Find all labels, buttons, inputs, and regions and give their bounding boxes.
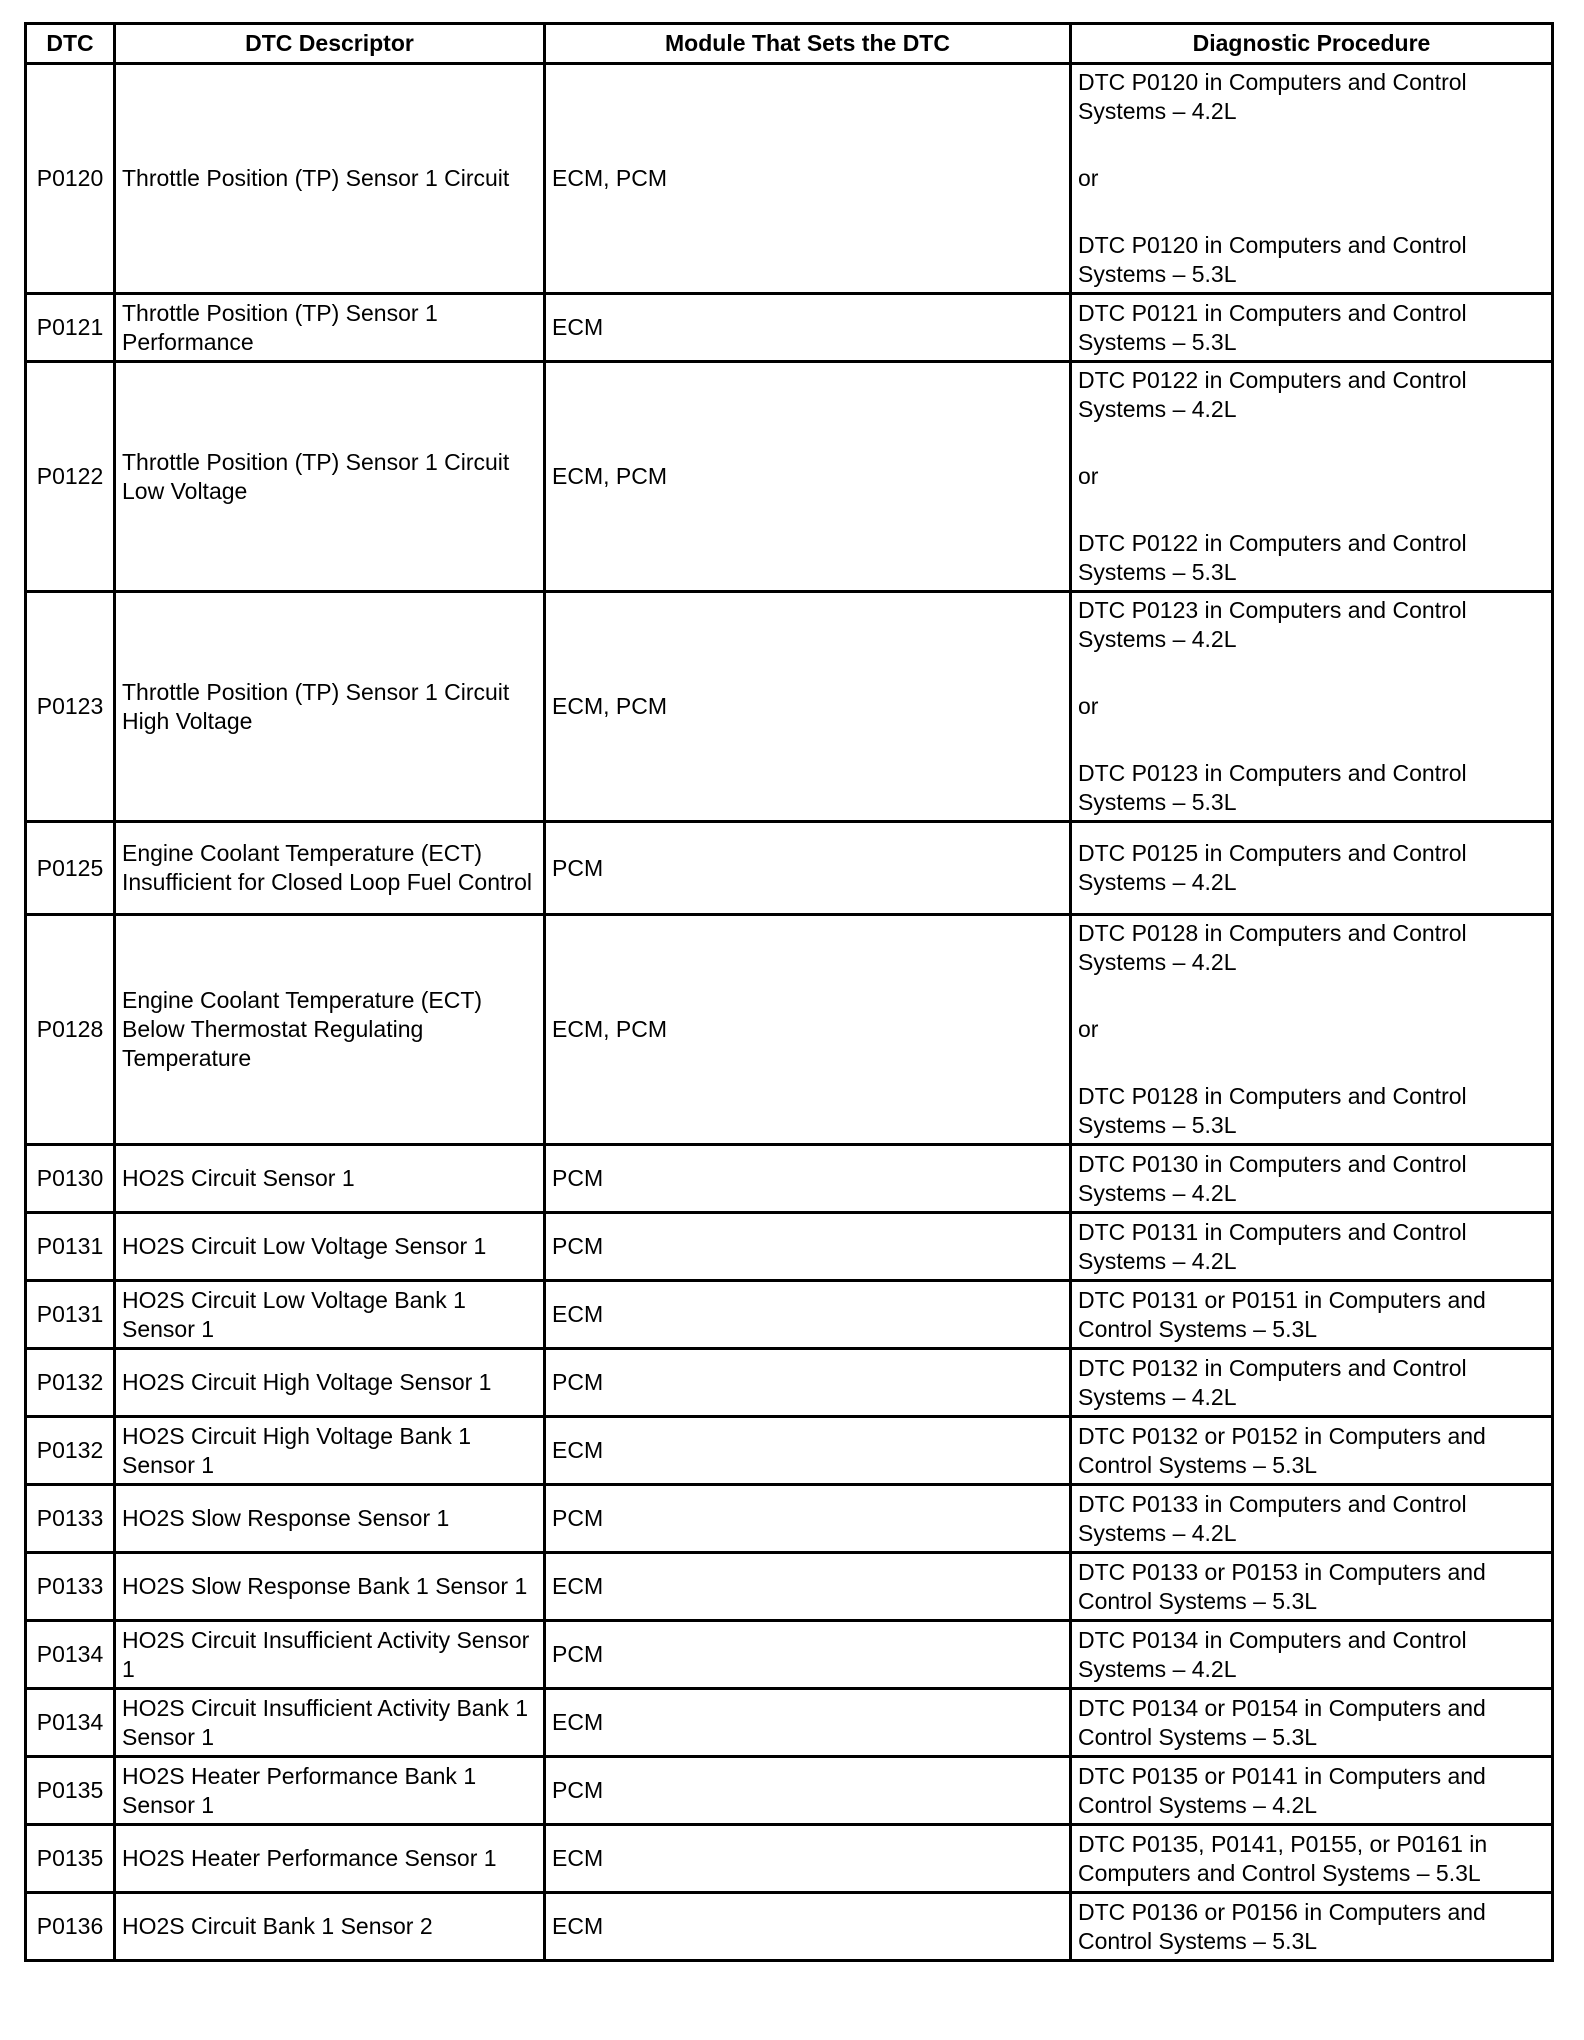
module-cell: ECM: [545, 1825, 1071, 1893]
table-row: [26, 592, 1553, 822]
table-row: [26, 822, 1553, 915]
module-cell: ECM, PCM: [545, 64, 1071, 294]
dtc-code-cell: P0128: [26, 915, 115, 1145]
procedure-cell: [1071, 1417, 1553, 1485]
procedure-cell: [1071, 915, 1553, 1145]
table-row: [26, 1145, 1553, 1213]
dtc-code-cell: P0132: [26, 1417, 115, 1485]
table-row: [26, 1893, 1553, 1961]
dtc-code-cell: P0133: [26, 1553, 115, 1621]
dtc-code-cell: P0134: [26, 1689, 115, 1757]
procedure-line: DTC P0128 in Computers and Control Systems – 4.2L: [1078, 920, 1467, 975]
module-cell: ECM, PCM: [545, 362, 1071, 592]
procedure-line: DTC P0132 or P0152 in Computers and Control Systems – 5.3L: [1078, 1422, 1486, 1478]
procedure-line: DTC P0130 in Computers and Control Systems – 4.2L: [1078, 1150, 1467, 1206]
module-cell: ECM, PCM: [545, 592, 1071, 822]
header-row: [26, 24, 1553, 64]
procedure-cell: [1071, 1349, 1553, 1417]
dtc-descriptor-cell: Engine Coolant Temperature (ECT) Below Thermostat Regulating Temperature: [115, 915, 545, 1145]
dtc-code-cell: P0134: [26, 1621, 115, 1689]
module-cell: ECM: [545, 1893, 1071, 1961]
procedure-line: DTC P0120 in Computers and Control Systems – 4.2L: [1078, 69, 1467, 124]
procedure-cell: [1071, 1145, 1553, 1213]
procedure-cell: [1071, 1621, 1553, 1689]
header-module: Module That Sets the DTC: [545, 24, 1071, 64]
dtc-code-cell: P0120: [26, 64, 115, 294]
procedure-line: DTC P0125 in Computers and Control Systems – 4.2L: [1078, 840, 1467, 895]
table-row: [26, 1689, 1553, 1757]
procedure-cell: [1071, 1485, 1553, 1553]
header-procedure: Diagnostic Procedure: [1071, 24, 1553, 64]
dtc-descriptor-cell: HO2S Heater Performance Bank 1 Sensor 1: [115, 1757, 545, 1825]
table-row: [26, 1825, 1553, 1893]
dtc-descriptor-cell: HO2S Slow Response Sensor 1: [115, 1485, 545, 1553]
table-row: [26, 1213, 1553, 1281]
dtc-code-cell: P0136: [26, 1893, 115, 1961]
procedure-spacer: [1078, 491, 1547, 529]
table-row: [26, 1417, 1553, 1485]
table-row: [26, 1281, 1553, 1349]
procedure-cell: [1071, 1553, 1553, 1621]
header-dtc: DTC: [26, 24, 115, 64]
procedure-line: DTC P0122 in Computers and Control Systems – 5.3L: [1078, 530, 1467, 585]
procedure-cell: [1071, 64, 1553, 294]
dtc-descriptor-cell: Throttle Position (TP) Sensor 1 Circuit: [115, 64, 545, 294]
dtc-descriptor-cell: HO2S Circuit Low Voltage Bank 1 Sensor 1: [115, 1281, 545, 1349]
procedure-spacer: [1078, 424, 1547, 462]
table-row: [26, 294, 1553, 362]
procedure-line: DTC P0131 or P0151 in Computers and Control Systems – 5.3L: [1078, 1286, 1486, 1342]
dtc-code-cell: P0121: [26, 294, 115, 362]
procedure-line: DTC P0122 in Computers and Control Systems – 4.2L: [1078, 367, 1467, 422]
procedure-line: DTC P0123 in Computers and Control Systems – 4.2L: [1078, 597, 1467, 652]
procedure-cell: [1071, 592, 1553, 822]
procedure-line: DTC P0135 or P0141 in Computers and Control Systems – 4.2L: [1078, 1762, 1486, 1818]
table-row: [26, 1553, 1553, 1621]
procedure-spacer: [1078, 193, 1547, 231]
module-cell: PCM: [545, 1213, 1071, 1281]
procedure-or: or: [1078, 693, 1099, 719]
procedure-or: or: [1078, 1016, 1099, 1042]
dtc-descriptor-cell: Throttle Position (TP) Sensor 1 Circuit Low Voltage: [115, 362, 545, 592]
dtc-code-cell: P0131: [26, 1213, 115, 1281]
dtc-descriptor-cell: HO2S Slow Response Bank 1 Sensor 1: [115, 1553, 545, 1621]
procedure-cell: [1071, 1893, 1553, 1961]
procedure-spacer: [1078, 654, 1547, 692]
procedure-cell: [1071, 1689, 1553, 1757]
table-row: [26, 1621, 1553, 1689]
table-row: [26, 1757, 1553, 1825]
dtc-descriptor-cell: Engine Coolant Temperature (ECT) Insufficient for Closed Loop Fuel Control: [115, 822, 545, 915]
procedure-line: DTC P0134 or P0154 in Computers and Control Systems – 5.3L: [1078, 1694, 1486, 1750]
table-row: [26, 362, 1553, 592]
module-cell: PCM: [545, 1145, 1071, 1213]
table-row: [26, 915, 1553, 1145]
module-cell: PCM: [545, 1757, 1071, 1825]
dtc-descriptor-cell: HO2S Circuit High Voltage Sensor 1: [115, 1349, 545, 1417]
dtc-code-cell: P0132: [26, 1349, 115, 1417]
procedure-or: or: [1078, 165, 1099, 191]
procedure-line: DTC P0132 in Computers and Control Systems – 4.2L: [1078, 1354, 1467, 1410]
procedure-spacer: [1078, 977, 1547, 1015]
procedure-cell: [1071, 1757, 1553, 1825]
dtc-code-cell: P0131: [26, 1281, 115, 1349]
module-cell: PCM: [545, 822, 1071, 915]
procedure-line: DTC P0133 in Computers and Control Systems – 4.2L: [1078, 1490, 1467, 1546]
module-cell: PCM: [545, 1485, 1071, 1553]
dtc-descriptor-cell: HO2S Circuit Bank 1 Sensor 2: [115, 1893, 545, 1961]
dtc-descriptor-cell: HO2S Circuit High Voltage Bank 1 Sensor 1: [115, 1417, 545, 1485]
module-cell: ECM, PCM: [545, 915, 1071, 1145]
dtc-code-cell: P0133: [26, 1485, 115, 1553]
dtc-code-cell: P0135: [26, 1825, 115, 1893]
dtc-code-cell: P0123: [26, 592, 115, 822]
dtc-code-cell: P0122: [26, 362, 115, 592]
procedure-line: DTC P0120 in Computers and Control Systems – 5.3L: [1078, 232, 1467, 287]
dtc-descriptor-cell: Throttle Position (TP) Sensor 1 Performance: [115, 294, 545, 362]
module-cell: ECM: [545, 294, 1071, 362]
dtc-descriptor-cell: HO2S Circuit Low Voltage Sensor 1: [115, 1213, 545, 1281]
procedure-spacer: [1078, 1044, 1547, 1082]
dtc-descriptor-cell: Throttle Position (TP) Sensor 1 Circuit High Voltage: [115, 592, 545, 822]
module-cell: ECM: [545, 1417, 1071, 1485]
procedure-spacer: [1078, 126, 1547, 164]
dtc-code-cell: P0130: [26, 1145, 115, 1213]
dtc-code-cell: P0125: [26, 822, 115, 915]
module-cell: ECM: [545, 1553, 1071, 1621]
dtc-code-cell: P0135: [26, 1757, 115, 1825]
module-cell: ECM: [545, 1281, 1071, 1349]
procedure-cell: [1071, 1825, 1553, 1893]
module-cell: PCM: [545, 1349, 1071, 1417]
dtc-descriptor-cell: HO2S Circuit Insufficient Activity Sensor 1: [115, 1621, 545, 1689]
dtc-descriptor-cell: HO2S Heater Performance Sensor 1: [115, 1825, 545, 1893]
procedure-line: DTC P0133 or P0153 in Computers and Control Systems – 5.3L: [1078, 1558, 1486, 1614]
procedure-line: DTC P0123 in Computers and Control Systems – 5.3L: [1078, 760, 1467, 815]
table-body: [26, 64, 1553, 1961]
procedure-cell: [1071, 822, 1553, 915]
procedure-line: DTC P0128 in Computers and Control Systems – 5.3L: [1078, 1083, 1467, 1138]
dtc-descriptor-cell: HO2S Circuit Sensor 1: [115, 1145, 545, 1213]
table-row: [26, 1485, 1553, 1553]
procedure-line: DTC P0135, P0141, P0155, or P0161 in Computers and Control Systems – 5.3L: [1078, 1830, 1488, 1886]
procedure-or: or: [1078, 463, 1099, 489]
procedure-cell: [1071, 1281, 1553, 1349]
procedure-line: DTC P0136 or P0156 in Computers and Control Systems – 5.3L: [1078, 1898, 1486, 1954]
procedure-cell: [1071, 294, 1553, 362]
header-descriptor: DTC Descriptor: [115, 24, 545, 64]
procedure-line: DTC P0131 in Computers and Control Systems – 4.2L: [1078, 1218, 1467, 1274]
table-row: [26, 1349, 1553, 1417]
procedure-cell: [1071, 1213, 1553, 1281]
dtc-descriptor-cell: HO2S Circuit Insufficient Activity Bank 1 Sensor 1: [115, 1689, 545, 1757]
table-row: [26, 64, 1553, 294]
dtc-table: [24, 22, 1554, 1962]
module-cell: ECM: [545, 1689, 1071, 1757]
procedure-spacer: [1078, 721, 1547, 759]
procedure-cell: [1071, 362, 1553, 592]
procedure-line: DTC P0134 in Computers and Control Systems – 4.2L: [1078, 1626, 1467, 1682]
module-cell: PCM: [545, 1621, 1071, 1689]
procedure-line: DTC P0121 in Computers and Control Systems – 5.3L: [1078, 299, 1467, 355]
